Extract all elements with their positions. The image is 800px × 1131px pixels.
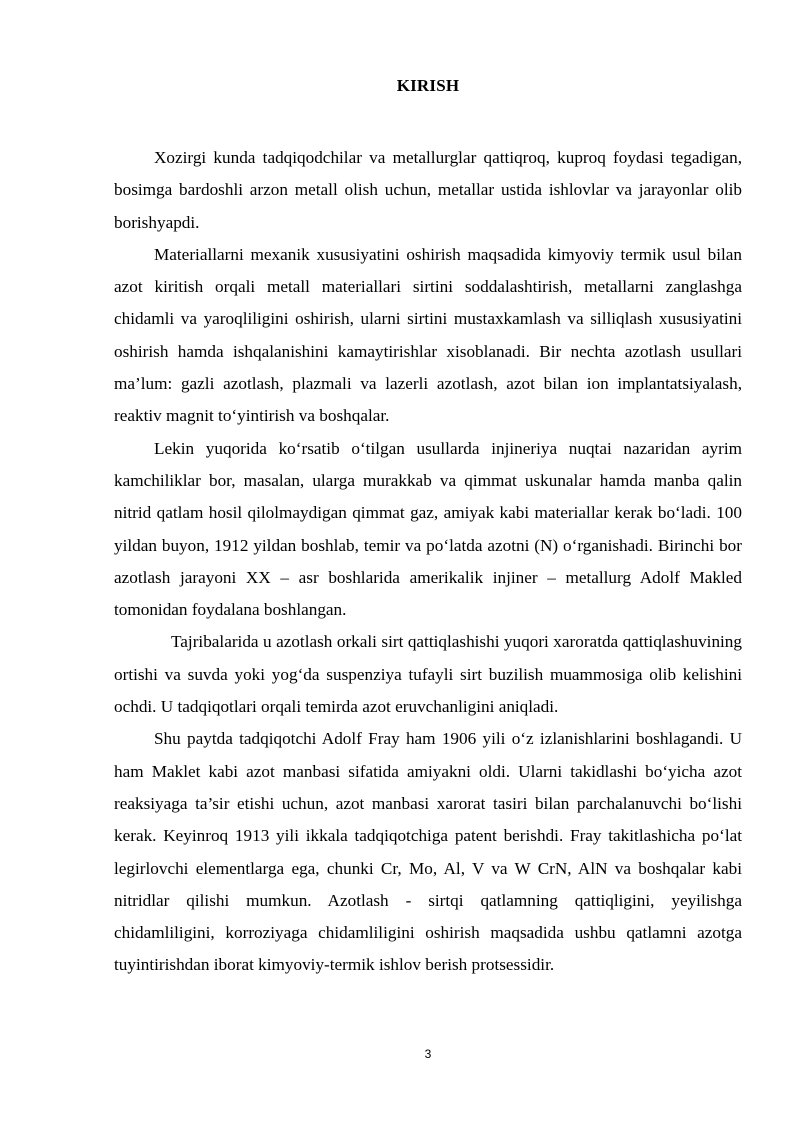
document-body bbox=[114, 142, 742, 982]
paragraph: Tajribalarida u azotlash orkali sirt qattiqlashishi yuqori xaroratda qattiqlashuvining ortishi va suvda yoki yog‘da suspenziya tufayli sirt buzilish muammosiga olib kelishini ochdi. U tadqiqotlari orqali temirda azot eruvchanligini aniqladi. bbox=[114, 632, 742, 717]
paragraph: Shu paytda tadqiqotchi Adolf Fray ham 1906 yili o‘z izlanishlarini boshlagandi. U ham Maklet kabi azot manbasi sifatida amiyakni oldi. Ularni takidlashi bo‘yicha azot reaksiyaga ta’sir etishi uchun, azot manbasi xarorat tasiri bilan parchalanuvchi bo‘lishi kerak. Keyinroq 1913 yili ikkala tadqiqotchiga patent berishdi. Fray takitlashicha po‘lat legirlovchi elementlarga ega, chunki Cr, Mo, Al, V va W CrN, AlN va boshqalar kabi nitridlar qilishi mumkun. Azotlash - sirtqi qatlamning qattiqligini, yeyilishga chidamliligini, korroziyaga chidamliligini oshirish maqsadida ushbu qatlamni azotga tuyintirishdan iborat kimyoviy-termik ishlov berish protsessidir. bbox=[114, 729, 742, 975]
paragraph: Lekin yuqorida ko‘rsatib o‘tilgan usullarda injineriya nuqtai nazaridan ayrim kamchiliklar bor, masalan, ularga murakkab va qimmat uskunalar hamda manba qalin nitrid qatlam hosil qilolmaydigan qimmat gaz, amiyak kabi materiallar kerak bo‘ladi. 100 yildan buyon, 1912 yildan boshlab, temir va po‘latda azotni (N) o‘rganishadi. Birinchi bor azotlash jarayoni XX – asr boshlarida amerikalik injiner – metallurg Adolf Makled tomonidan foydalana boshlangan. bbox=[114, 438, 742, 620]
paragraph: Materiallarni mexanik xususiyatini oshirish maqsadida kimyoviy termik usul bilan azot kiritish orqali metall materiallari sirtini soddalashtirish, metallarni zanglashga chidamli va yaroqliligini oshirish, ularni sirtini mustaxkamlash va silliqlash xususiyatini oshirish hamda ishqalanishini kamaytirishlar xisoblanadi. Bir nechta azotlash usullari ma’lum: gazli azotlash, plazmali va lazerli azotlash, azot bilan ion implantatsiyalash, reaktiv magnit to‘yintirish va boshqalar. bbox=[114, 244, 742, 426]
page-title: KIRISH bbox=[396, 76, 460, 95]
paragraph: Xozirgi kunda tadqiqodchilar va metallurglar qattiqroq, kuproq foydasi tegadigan, bosimga bardoshli arzon metall olish uchun, metallar ustida ishlovlar va jarayonlar olib borishyapdi. bbox=[114, 148, 742, 232]
page-number: 3 bbox=[424, 1047, 432, 1061]
